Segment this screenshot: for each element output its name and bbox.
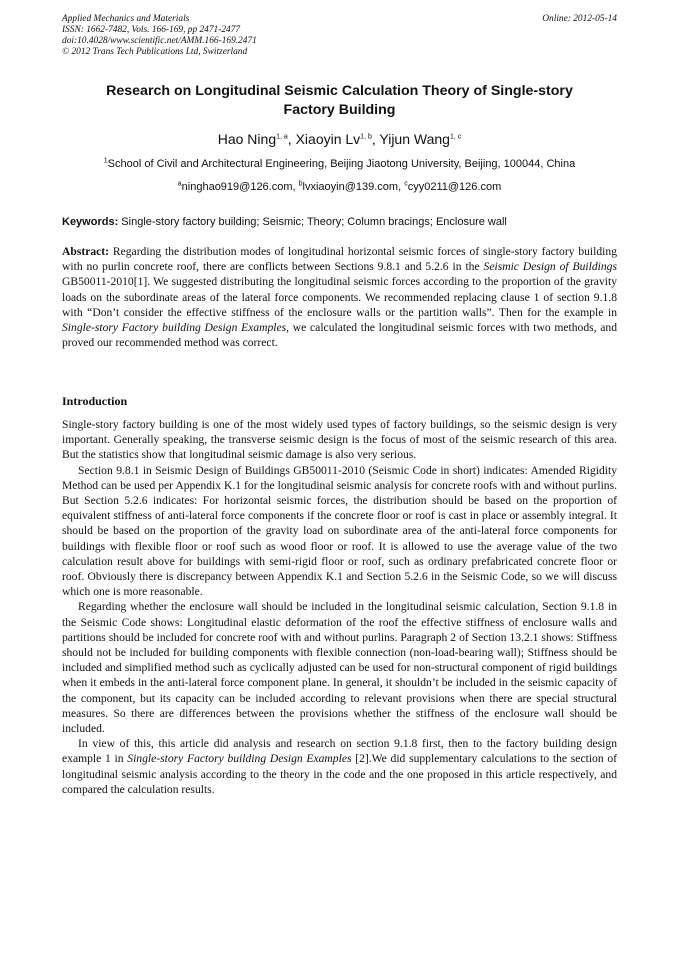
keywords: [62, 215, 617, 229]
author-name: Hao Ning: [217, 131, 277, 147]
title-line-2: Factory Building: [283, 102, 396, 118]
paragraph-italic: Single-story Factory building Design Examples: [127, 752, 352, 766]
email-sep: ,: [398, 181, 405, 193]
keywords-text: Single-story factory building; Seismic; Theory; Column bracings; Enclosure wall: [118, 216, 507, 228]
author-sup: 1, b: [360, 133, 372, 141]
email-sup: c: [404, 180, 408, 188]
section-heading-introduction: Introduction: [62, 394, 128, 408]
author-sup: 1, a: [276, 133, 288, 141]
author-sep: ,: [371, 131, 380, 147]
paragraph: Regarding whether the enclosure wall should be included in the longitudinal seismic calculation, Section 9.1.8 in the Seismic Code shows: Longitudinal elastic deformation of the roof the effective stiffness of enclosure walls and partitions should be included for concrete roof with and without purlins. Paragraph 2 of Section 13.2.1 shows: Stiffness should not be included for building components with flexible connection (non-load-bearing wall); Stiffness should be included and simplified method such as cyclically adjusted can be used for non-structural component of rigid buildings when it embeds in the anti-lateral force component plane. In general, it shouldn’t be included in the seismic capacity of the component, but its capacity can be included according to relevant provisions when there are special structural measures. So there are differences between the provisions whether the stiffness of the enclosure wall should be included.: [62, 600, 617, 736]
abstract-text: GB50011-2010[1]. We suggested distributing the longitudinal seismic forces according to the proportion of the gravity loads on the subordinate areas of the lateral force components. We recommended replacing clause 1 of section 9.1.8 with “Don’t consider the effective stiffness of the enclosure walls or the partition walls”. Then for the example in: [62, 275, 617, 319]
abstract-text: Regarding the distribution modes of longitudinal horizontal seismic forces of single-story factory building with no purlin concrete roof, there are conflicts between Sections 9.8.1 and 5.2.6 in the: [62, 245, 617, 274]
affiliation-sup: 1: [103, 157, 108, 165]
email-sep: ,: [292, 181, 299, 193]
author-name: Xiaoyin Lv: [295, 131, 361, 147]
journal-name: Applied Mechanics and Materials: [62, 14, 190, 24]
doi-line: doi:10.4028/www.scientific.net/AMM.166-169.2471: [62, 36, 257, 46]
author-list: [62, 130, 617, 148]
author-sep: ,: [287, 131, 296, 147]
abstract-label: Abstract:: [62, 245, 110, 258]
email-list: [62, 180, 617, 194]
affiliation: [62, 157, 617, 171]
issn-line: ISSN: 1662-7482, Vols. 166-169, pp 2471-2477: [62, 25, 241, 35]
paragraph: Single-story factory building is one of the most widely used types of factory buildings, so the seismic design is very important. Generally speaking, the transverse seismic design is the focus of most of the seismic research of this area. But the statistics show that longitudinal seismic damage is also very serious.: [62, 418, 617, 462]
email-sup: b: [298, 180, 303, 188]
abstract-text: we calculated the longitudinal seismic forces with two methods, and proved our recommended method was correct.: [62, 321, 617, 350]
email-address: lvxiaoyin@139.com: [302, 181, 399, 193]
email-address: cyy0211@126.com: [407, 181, 502, 193]
paragraph: [62, 736, 617, 797]
affiliation-text: School of Civil and Architectural Engineering, Beijing Jiaotong University, Beijing, 100044, China: [107, 158, 576, 170]
title-line-1: Research on Longitudinal Seismic Calculation Theory of Single-story: [106, 83, 573, 99]
online-date: Online: 2012-05-14: [542, 14, 617, 24]
author-sup: 1, c: [449, 133, 462, 141]
abstract-italic: Single-story Factory building Design Examples,: [62, 321, 290, 335]
author-name: Yijun Wang: [379, 131, 450, 147]
journal-header: [62, 14, 617, 58]
paragraph-text: [2].We did supplementary calculations to the section of longitudinal seismic analysis according to the theory in the code and the one proposed in this article respectively, and compared the calculation results.: [62, 752, 618, 796]
keywords-label: Keywords:: [62, 216, 119, 228]
abstract: [62, 244, 617, 350]
paragraph-text: In view of this, this article did analysis and research on section 9.1.8 first, then to the factory building design example 1 in: [62, 737, 617, 766]
copyright-line: © 2012 Trans Tech Publications Ltd, Switzerland: [62, 47, 248, 57]
email-sup: a: [177, 180, 182, 188]
email-address: ninghao919@126.com: [181, 181, 293, 193]
paper-title: [62, 82, 617, 120]
introduction-body: [62, 417, 617, 797]
abstract-italic: Seismic Design of Buildings: [483, 260, 617, 274]
paragraph: Section 9.8.1 in Seismic Design of Buildings GB50011-2010 (Seismic Code in short) indicates: Amended Rigidity Method can be used per Appendix K.1 for the longitudinal seismic analysis for concrete roofs with and without purlins. But Section 5.2.6 indicates: For horizontal seismic forces, the distribution should be based on the proportion of equivalent stiffness of anti-lateral force components if the concrete floor or roof is cast in place or assembly integral. It should be based on the proportion of the gravity load on subordinate area of the anti-lateral force components for buildings with flexible floor or roof such as wood floor or roof. It is allowed to use the average value of the two calculation result above for buildings with semi-rigid floor or roof, such as ordinary prefabricated concrete floor or roof. Obviously there is discrepancy between Appendix K.1 and Section 5.2.6 in the Seismic Code, so we will discuss which one is more reasonable.: [62, 463, 617, 599]
